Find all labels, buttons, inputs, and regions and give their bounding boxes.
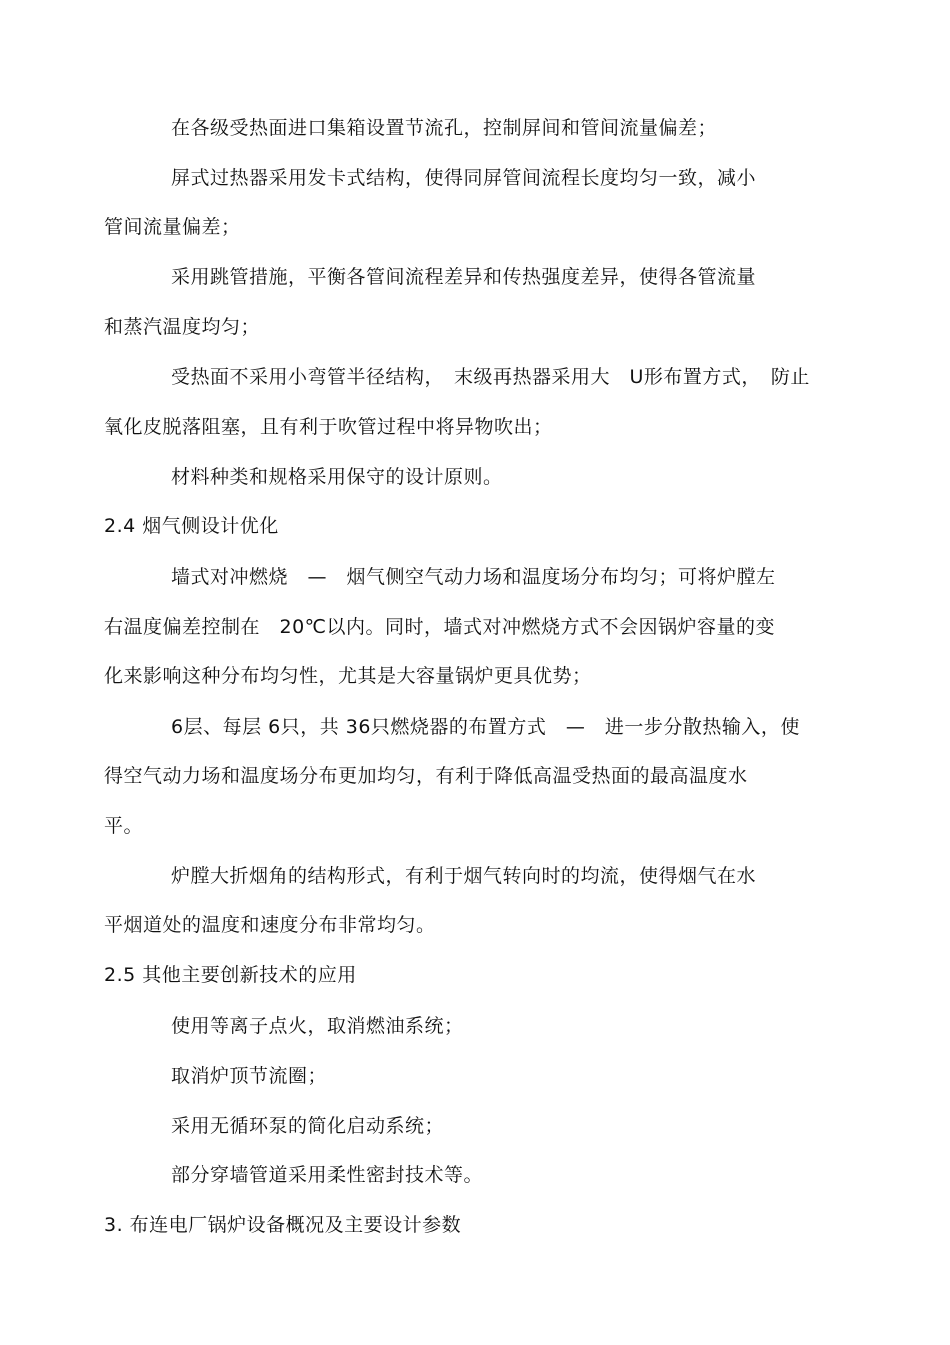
- paragraph-text: 在各级受热面进口集箱设置节流孔，控制屏间和管间流量偏差；: [171, 117, 718, 139]
- paragraph-text: 受热面不采用小弯管半径结构， 末级再热器采用大 U形布置方式， 防止: [171, 366, 810, 388]
- paragraph-text: 部分穿墙管道采用柔性密封技术等。: [171, 1164, 484, 1186]
- paragraph-text: 使用等离子点火，取消燃油系统；: [171, 1015, 464, 1037]
- paragraph-text: 取消炉顶节流圈；: [171, 1065, 328, 1087]
- paragraph-text: 得空气动力场和温度场分布更加均匀，有利于降低高温受热面的最高温度水: [104, 765, 748, 787]
- paragraph-text: 6层、每层 6只，共 36只燃烧器的布置方式 — 进一步分散热输入，使: [171, 716, 800, 738]
- paragraph-text: 和蒸汽温度均匀；: [104, 316, 261, 338]
- paragraph-text: 采用跳管措施，平衡各管间流程差异和传热强度差异，使得各管流量: [171, 266, 757, 288]
- paragraph-text: 平烟道处的温度和速度分布非常均匀。: [104, 914, 436, 936]
- paragraph-text: 炉膛大折烟角的结构形式，有利于烟气转向时的均流，使得烟气在水: [171, 865, 757, 887]
- paragraph-text: 平。: [104, 815, 144, 837]
- paragraph-text: 右温度偏差控制在 20℃以内。同时，墙式对冲燃烧方式不会因锅炉容量的变: [104, 616, 776, 638]
- paragraph-text: 管间流量偏差；: [104, 216, 241, 238]
- section-heading: 3. 布连电厂锅炉设备概况及主要设计参数: [104, 1214, 462, 1236]
- paragraph-text: 采用无循环泵的简化启动系统；: [171, 1115, 445, 1137]
- paragraph-text: 屏式过热器采用发卡式结构，使得同屏管间流程长度均匀一致，减小: [171, 167, 757, 189]
- paragraph-text: 墙式对冲燃烧 — 烟气侧空气动力场和温度场分布均匀；可将炉膛左: [171, 566, 776, 588]
- paragraph-text: 材料种类和规格采用保守的设计原则。: [171, 466, 503, 488]
- paragraph-text: 氧化皮脱落阻塞，且有利于吹管过程中将异物吹出；: [104, 416, 553, 438]
- paragraph-text: 化来影响这种分布均匀性，尤其是大容量锅炉更具优势；: [104, 665, 592, 687]
- section-heading: 2.5 其他主要创新技术的应用: [104, 964, 357, 986]
- section-heading: 2.4 烟气侧设计优化: [104, 515, 279, 537]
